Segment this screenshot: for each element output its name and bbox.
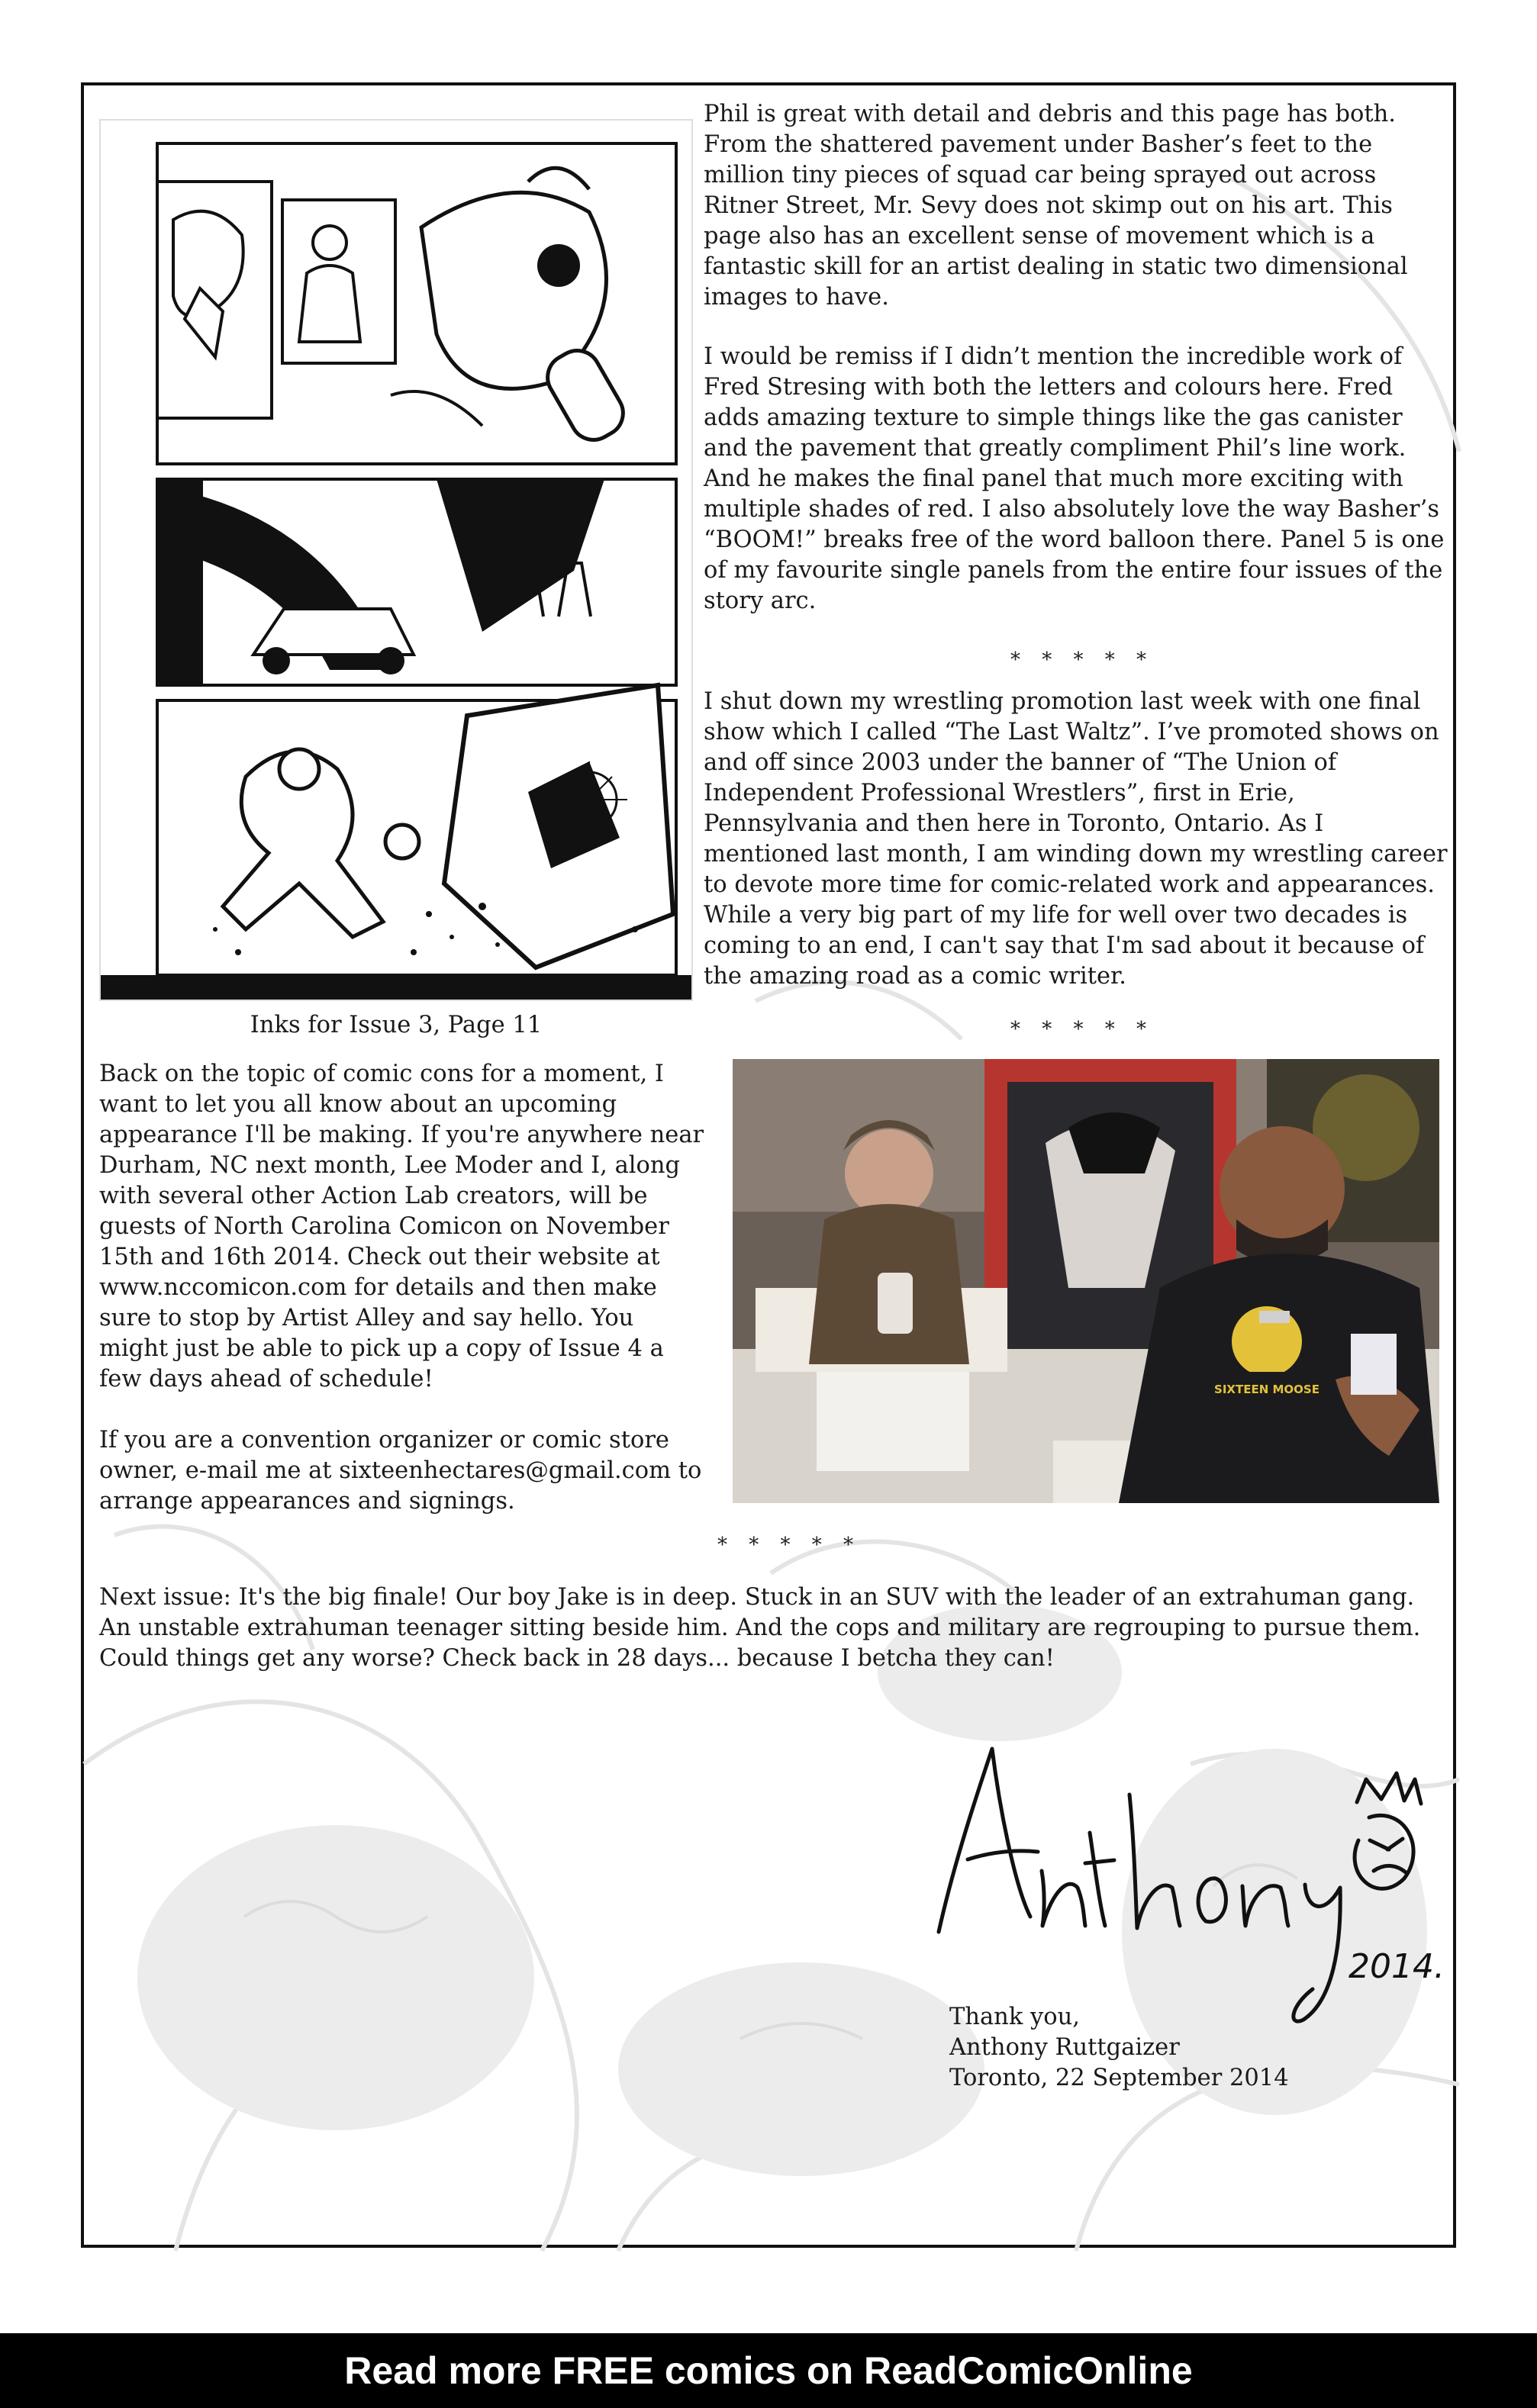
footer-text[interactable]: Read more FREE comics on ReadComicOnline (344, 2349, 1193, 2392)
inks-caption: Inks for Issue 3, Page 11 (250, 1012, 543, 1038)
paragraph-contact: If you are a convention organizer or comic store owner, e-mail me at sixteenhectares@gmail.com to arrange appearances and signings. (99, 1427, 702, 1515)
signoff-location-date: Toronto, 22 September 2014 (949, 2065, 1289, 2091)
signoff-thanks: Thank you, (949, 2004, 1080, 2030)
signoff (949, 2002, 1289, 2094)
paragraph-comic-cons: Back on the topic of comic cons for a moment, I want to let you all know about an upcoming appearance I'll be making. If you're anywhere near Durham, NC next month, Lee Moder and I, along with several other Action Lab creators, will be guests of North Carolina Comicon on November 15th and 16th 2014. Check out their website at www.nccomicon.com for details and then make sure to stop by Artist Alley and say hello. You might just be able to pick up a copy of Issue 4 a few days ahead of schedule! (99, 1061, 704, 1392)
separator: * * * * * (1010, 649, 1155, 671)
next-issue-paragraph: Next issue: It's the big finale! Our boy Jake is in deep. Stuck in an SUV with the leader of an extrahuman gang. An unstable extrahuman teenager sitting beside him. And the cops and military are regrouping to pursue them. Could things get any worse? Check back in 28 days... because I betcha they can! (99, 1584, 1421, 1672)
footer-banner[interactable] (0, 2333, 1537, 2408)
inks-comic-page (99, 119, 693, 1001)
paragraph-fred-stresing: I would be remiss if I didn’t mention the incredible work of Fred Stresing with both the letters and colours here. Fred adds amazing texture to simple things like the gas canister and the pavement that greatly compliment Phil’s line work. And he makes the final panel that much more exciting with multiple shades of red. I also absolutely love the way Basher’s “BOOM!” breaks free of the word balloon there. Panel 5 is one of my favourite single panels from the entire four issues of the story arc. (704, 343, 1445, 614)
paragraph-phil-detail: Phil is great with detail and debris and this page has both. From the shattered pavement under Basher’s feet to the million tiny pieces of squad car being sprayed out across Ritner Street, Mr. Sevy does not skimp out on his art. This page also has an excellent sense of movement which is a fantastic skill for an artist dealing in static two dimensional images to have. (704, 101, 1408, 311)
signature-year: 2014. (1348, 1947, 1445, 1986)
shirt-text: SIXTEEN MOOSE (1214, 1383, 1320, 1396)
separator: * * * * * (1010, 1018, 1155, 1041)
page-frame (81, 82, 1456, 2248)
paragraph-wrestling: I shut down my wrestling promotion last week with one final show which I called “The Last Waltz”. I’ve promoted shows on and off since 2003 under the banner of “The Union of Independent Professional Wrestlers”, first in Erie, Pennsylvania and then here in Toronto, Ontario. As I mentioned last month, I am winding down my wrestling career to devote more time for comic-related work and appearances. While a very big part of my life for well over two decades is coming to an end, I can't say that I'm sad about it because of the amazing road as a comic writer. (704, 688, 1448, 990)
signoff-name: Anthony Ruttgaizer (949, 2034, 1180, 2061)
convention-photo (733, 1059, 1439, 1503)
separator: * * * * * (717, 1534, 862, 1557)
